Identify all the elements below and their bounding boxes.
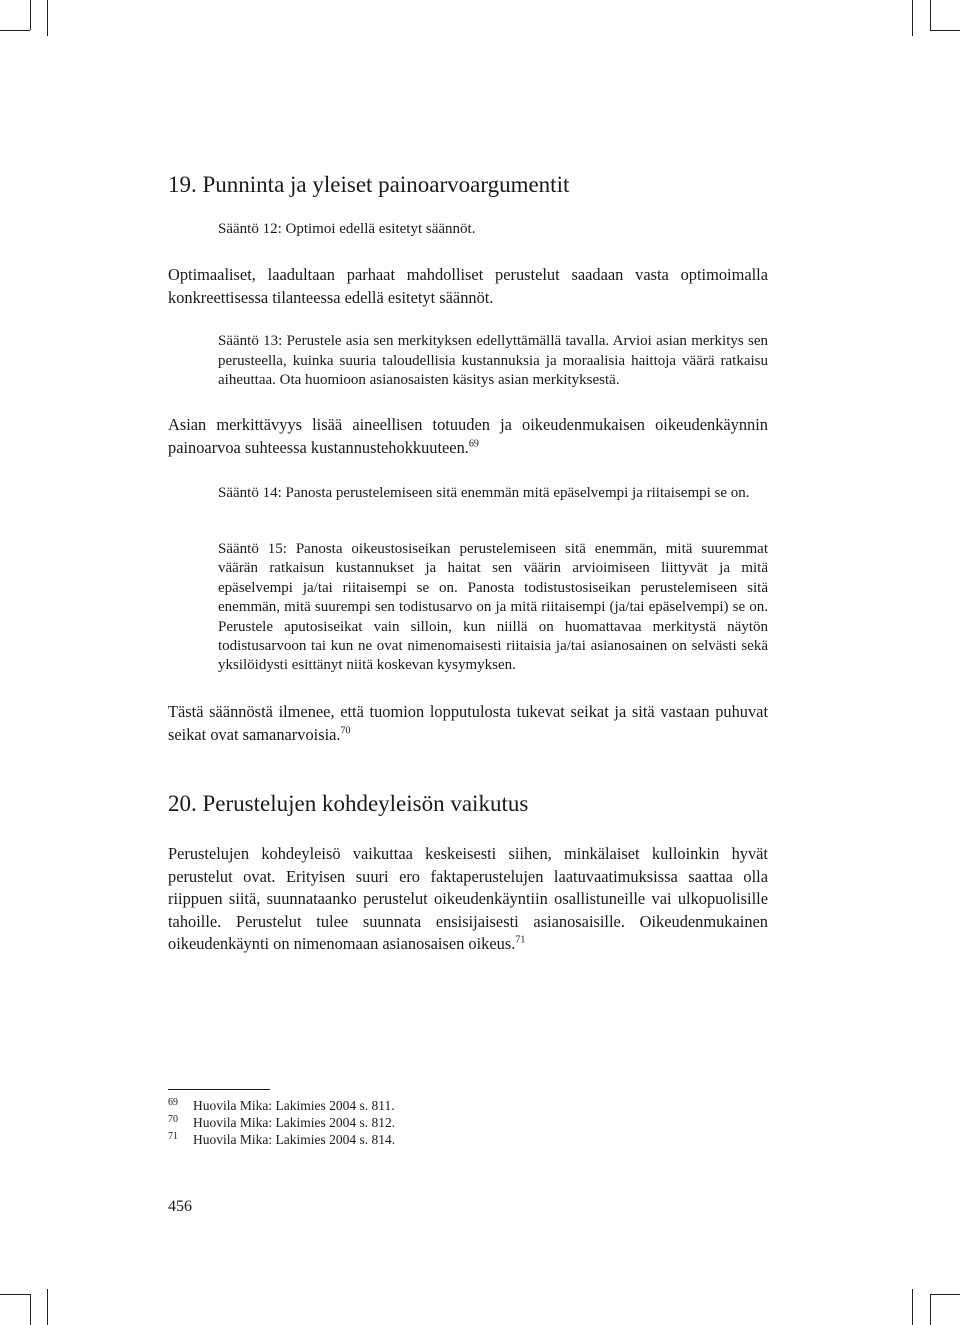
page-number: 456 <box>168 1198 192 1215</box>
crop-mark <box>47 1289 48 1325</box>
crop-mark <box>930 1294 960 1295</box>
footnote-text: Huovila Mika: Lakimies 2004 s. 812. <box>193 1115 396 1130</box>
paragraph-audience <box>168 843 768 956</box>
crop-mark <box>30 0 31 30</box>
crop-mark <box>930 0 931 30</box>
paragraph-equal-weight <box>168 701 768 746</box>
footnote-ref-71: 71 <box>515 934 526 946</box>
footnote-separator <box>168 1089 270 1090</box>
footnote-text: Huovila Mika: Lakimies 2004 s. 814. <box>193 1132 396 1147</box>
crop-mark <box>0 30 30 31</box>
rule-14: Sääntö 14: Panosta perustelemiseen sitä enemmän mitä epäselvempi ja riitaisempi se on. <box>218 485 750 501</box>
footnote-ref-70: 70 <box>340 725 351 737</box>
crop-mark <box>912 1289 913 1325</box>
crop-mark <box>30 1294 31 1325</box>
footnote-ref-69: 69 <box>468 438 479 450</box>
crop-mark <box>912 0 913 36</box>
paragraph-optimization: Optimaaliset, laadultaan parhaat mahdolliset perustelut saadaan vasta optimoimalla konkreettisessa tilanteessa edellä esitetyt säännöt. <box>168 265 768 307</box>
section-heading-20: 20. Perustelujen kohdeyleisön vaikutus <box>168 791 529 816</box>
paragraph-significance <box>168 414 768 459</box>
footnote-69: 69 Huovila Mika: Lakimies 2004 s. 811. <box>168 1096 395 1113</box>
crop-mark <box>0 1294 30 1295</box>
footnote-text: Huovila Mika: Lakimies 2004 s. 811. <box>193 1098 395 1113</box>
section-heading-19: 19. Punninta ja yleiset painoarvoargumentit <box>168 172 570 197</box>
crop-mark <box>47 0 48 36</box>
footnote-71: 71 Huovila Mika: Lakimies 2004 s. 814. <box>168 1130 396 1147</box>
rule-12: Sääntö 12: Optimoi edellä esitetyt säännöt. <box>218 221 476 237</box>
footnote-70: 70 Huovila Mika: Lakimies 2004 s. 812. <box>168 1113 396 1130</box>
paragraph-text: Tästä säännöstä ilmenee, että tuomion lopputulosta tukevat seikat ja sitä vastaan puhuvat seikat ovat samanarvoisia. <box>168 702 768 744</box>
crop-mark <box>930 1294 931 1325</box>
crop-mark <box>930 30 960 31</box>
paragraph-text: Asian merkittävyys lisää aineellisen totuuden ja oikeudenmukaisen oikeudenkäynnin painoarvoa suhteessa kustannustehokkuuteen. <box>168 415 768 457</box>
rule-15: Sääntö 15: Panosta oikeustosiseikan perustelemiseen sitä enemmän, mitä suuremmat väärän ratkaisun kustannukset ja haitat sen väärin arvioimiseen liittyvät ja mitä epäselvempi ja/tai riitaisempi se on. Panosta todistustosiseikan perustelemiseen sitä enemmän, mitä suurempi sen todistusarvo on ja mitä riitaisempi (ja/tai epäselvempi) se on. Perustele aputosiseikat vain silloin, kun niillä on huomattavaa merkitystä näytön todistusarvoon tai kun ne ovat nimenomaisesti riitaisia ja/tai asianosainen on selvästi sekä yksilöidysti esittänyt niitä koskevan kysymyksen. <box>218 541 768 674</box>
rule-13: Sääntö 13: Perustele asia sen merkityksen edellyttämällä tavalla. Arvioi asian merkitys sen perusteella, kuinka suuria taloudellisia kustannuksia ja moraalisia haittoja väärä ratkaisu aiheuttaa. Ota huomioon asianosaisten käsitys asian merkityksestä. <box>218 333 768 388</box>
paragraph-text: Perustelujen kohdeyleisö vaikuttaa keskeisesti siihen, minkälaiset kulloinkin hyvät perustelut ovat. Erityisen suuri ero faktaperustelujen laatuvaatimuksissa saattaa olla riippuen siitä, suunnataanko perustelut oikeudenkäyntiin osallistuneille vai ulkopuolisille tahoille. Perustelut tulee suunnata ensisijaisesti asianosaisille. Oikeudenmukainen oikeudenkäynti on nimenomaan asianosaisen oikeus. <box>168 844 768 953</box>
